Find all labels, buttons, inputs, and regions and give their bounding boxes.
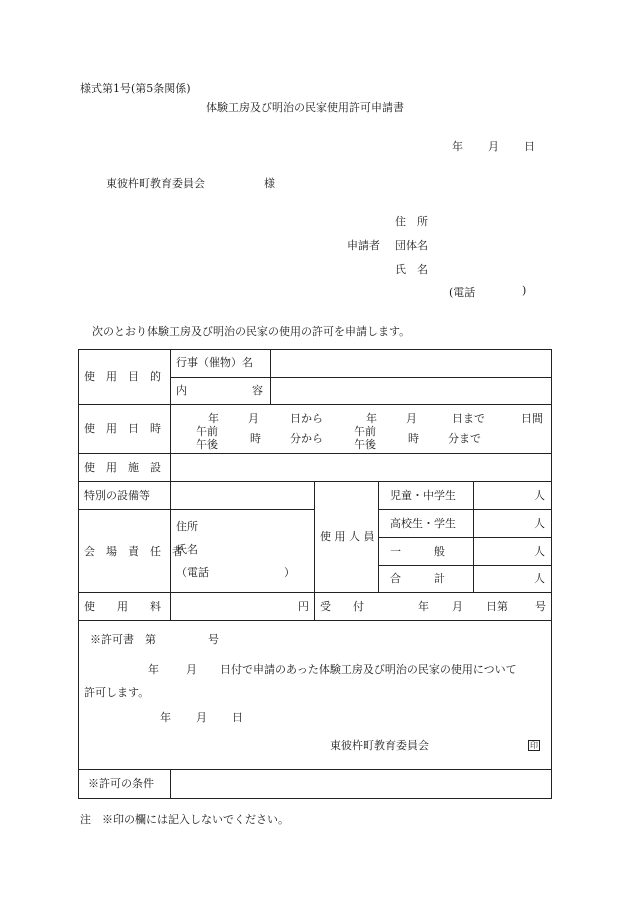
dt-min-from: 分から	[290, 432, 323, 445]
dt-day-from: 日から	[290, 412, 323, 425]
permit-body-1: 日付で申請のあった体験工房及び明治の民家の使用について	[220, 663, 517, 676]
receipt-year: 年	[418, 600, 429, 613]
permit-issuer: 東彼杵町教育委員会	[330, 739, 429, 752]
permit-date-month: 月	[196, 711, 207, 724]
users-unit-2: 人	[534, 545, 545, 558]
manager-name-label: 氏名	[176, 543, 198, 556]
addressee: 東彼杵町教育委員会	[106, 177, 205, 190]
dt-month: 月	[248, 412, 259, 425]
conditions-label: ※許可の条件	[88, 777, 154, 790]
permit-month: 月	[186, 663, 197, 676]
permit-year: 年	[148, 663, 159, 676]
equipment-label: 特別の設備等	[84, 489, 150, 502]
dt-pm2: 午後	[354, 438, 376, 451]
fee-unit: 円	[298, 600, 309, 613]
permit-number-suffix: 号	[208, 633, 219, 646]
seal-mark: 印	[530, 741, 538, 750]
users-category-1: 高校生・学生	[390, 517, 456, 530]
facility-label: 使 用 施 設	[84, 461, 161, 474]
fee-label: 使 用 料	[84, 600, 161, 613]
permit-date-year: 年	[160, 711, 171, 724]
users-label: 使 用 人 員	[320, 530, 375, 543]
users-unit-1: 人	[534, 517, 545, 530]
page-title: 体験工房及び明治の民家使用許可申請書	[206, 101, 404, 114]
date-day: 日	[524, 140, 535, 153]
users-category-0: 児童・中学生	[390, 489, 456, 502]
intro-text: 次のとおり体験工房及び明治の民家の使用の許可を申請します。	[92, 325, 411, 338]
dt-hour2: 時	[408, 432, 419, 445]
honorific: 様	[264, 177, 275, 190]
receipt-day-no: 日第	[486, 600, 508, 613]
applicant-phone-close: )	[522, 284, 527, 297]
footnote: 注 ※印の欄には記入しないでください。	[80, 813, 289, 826]
applicant-address-label: 住 所	[395, 215, 428, 228]
dt-am2: 午前	[354, 425, 376, 438]
users-category-2: 一 般	[390, 545, 445, 558]
users-unit-0: 人	[534, 489, 545, 502]
dt-year2: 年	[366, 412, 377, 425]
manager-address-label: 住所	[176, 520, 198, 533]
dt-min-to: 分まで	[448, 432, 481, 445]
manager-phone-close: ）	[284, 566, 295, 579]
users-unit-3: 人	[534, 572, 545, 585]
permit-date-day: 日	[232, 711, 243, 724]
receipt-no: 号	[535, 600, 546, 613]
applicant-name-label: 氏 名	[395, 263, 428, 276]
manager-phone-open: （電話	[176, 566, 209, 579]
dt-hour: 時	[250, 432, 261, 445]
manager-label: 会 場 責 任 者	[84, 545, 183, 558]
dt-day-to: 日まで	[452, 412, 485, 425]
permit-body-2: 許可します。	[84, 686, 150, 699]
applicant-label: 申請者	[347, 239, 380, 252]
dt-am1: 午前	[196, 425, 218, 438]
receipt-month: 月	[452, 600, 463, 613]
users-category-3: 合 計	[390, 572, 445, 585]
applicant-phone-open: (電話	[449, 286, 476, 299]
dt-days: 日間	[521, 412, 543, 425]
form-number: 様式第1号(第5条関係)	[80, 82, 191, 95]
datetime-label: 使 用 日 時	[84, 422, 161, 435]
date-year: 年	[452, 140, 463, 153]
applicant-organization-label: 団体名	[395, 239, 428, 252]
content-label-2: 容	[252, 384, 263, 397]
content-label-1: 内	[176, 384, 187, 397]
dt-month2: 月	[406, 412, 417, 425]
permit-number-label: ※許可書 第	[90, 633, 156, 646]
receipt-label: 受 付	[320, 600, 364, 613]
dt-year: 年	[208, 412, 219, 425]
event-name-label: 行事（催物）名	[176, 356, 253, 369]
purpose-label: 使 用 目 的	[84, 370, 161, 383]
application-form-table	[78, 349, 552, 799]
date-month: 月	[488, 140, 499, 153]
dt-pm1: 午後	[196, 438, 218, 451]
